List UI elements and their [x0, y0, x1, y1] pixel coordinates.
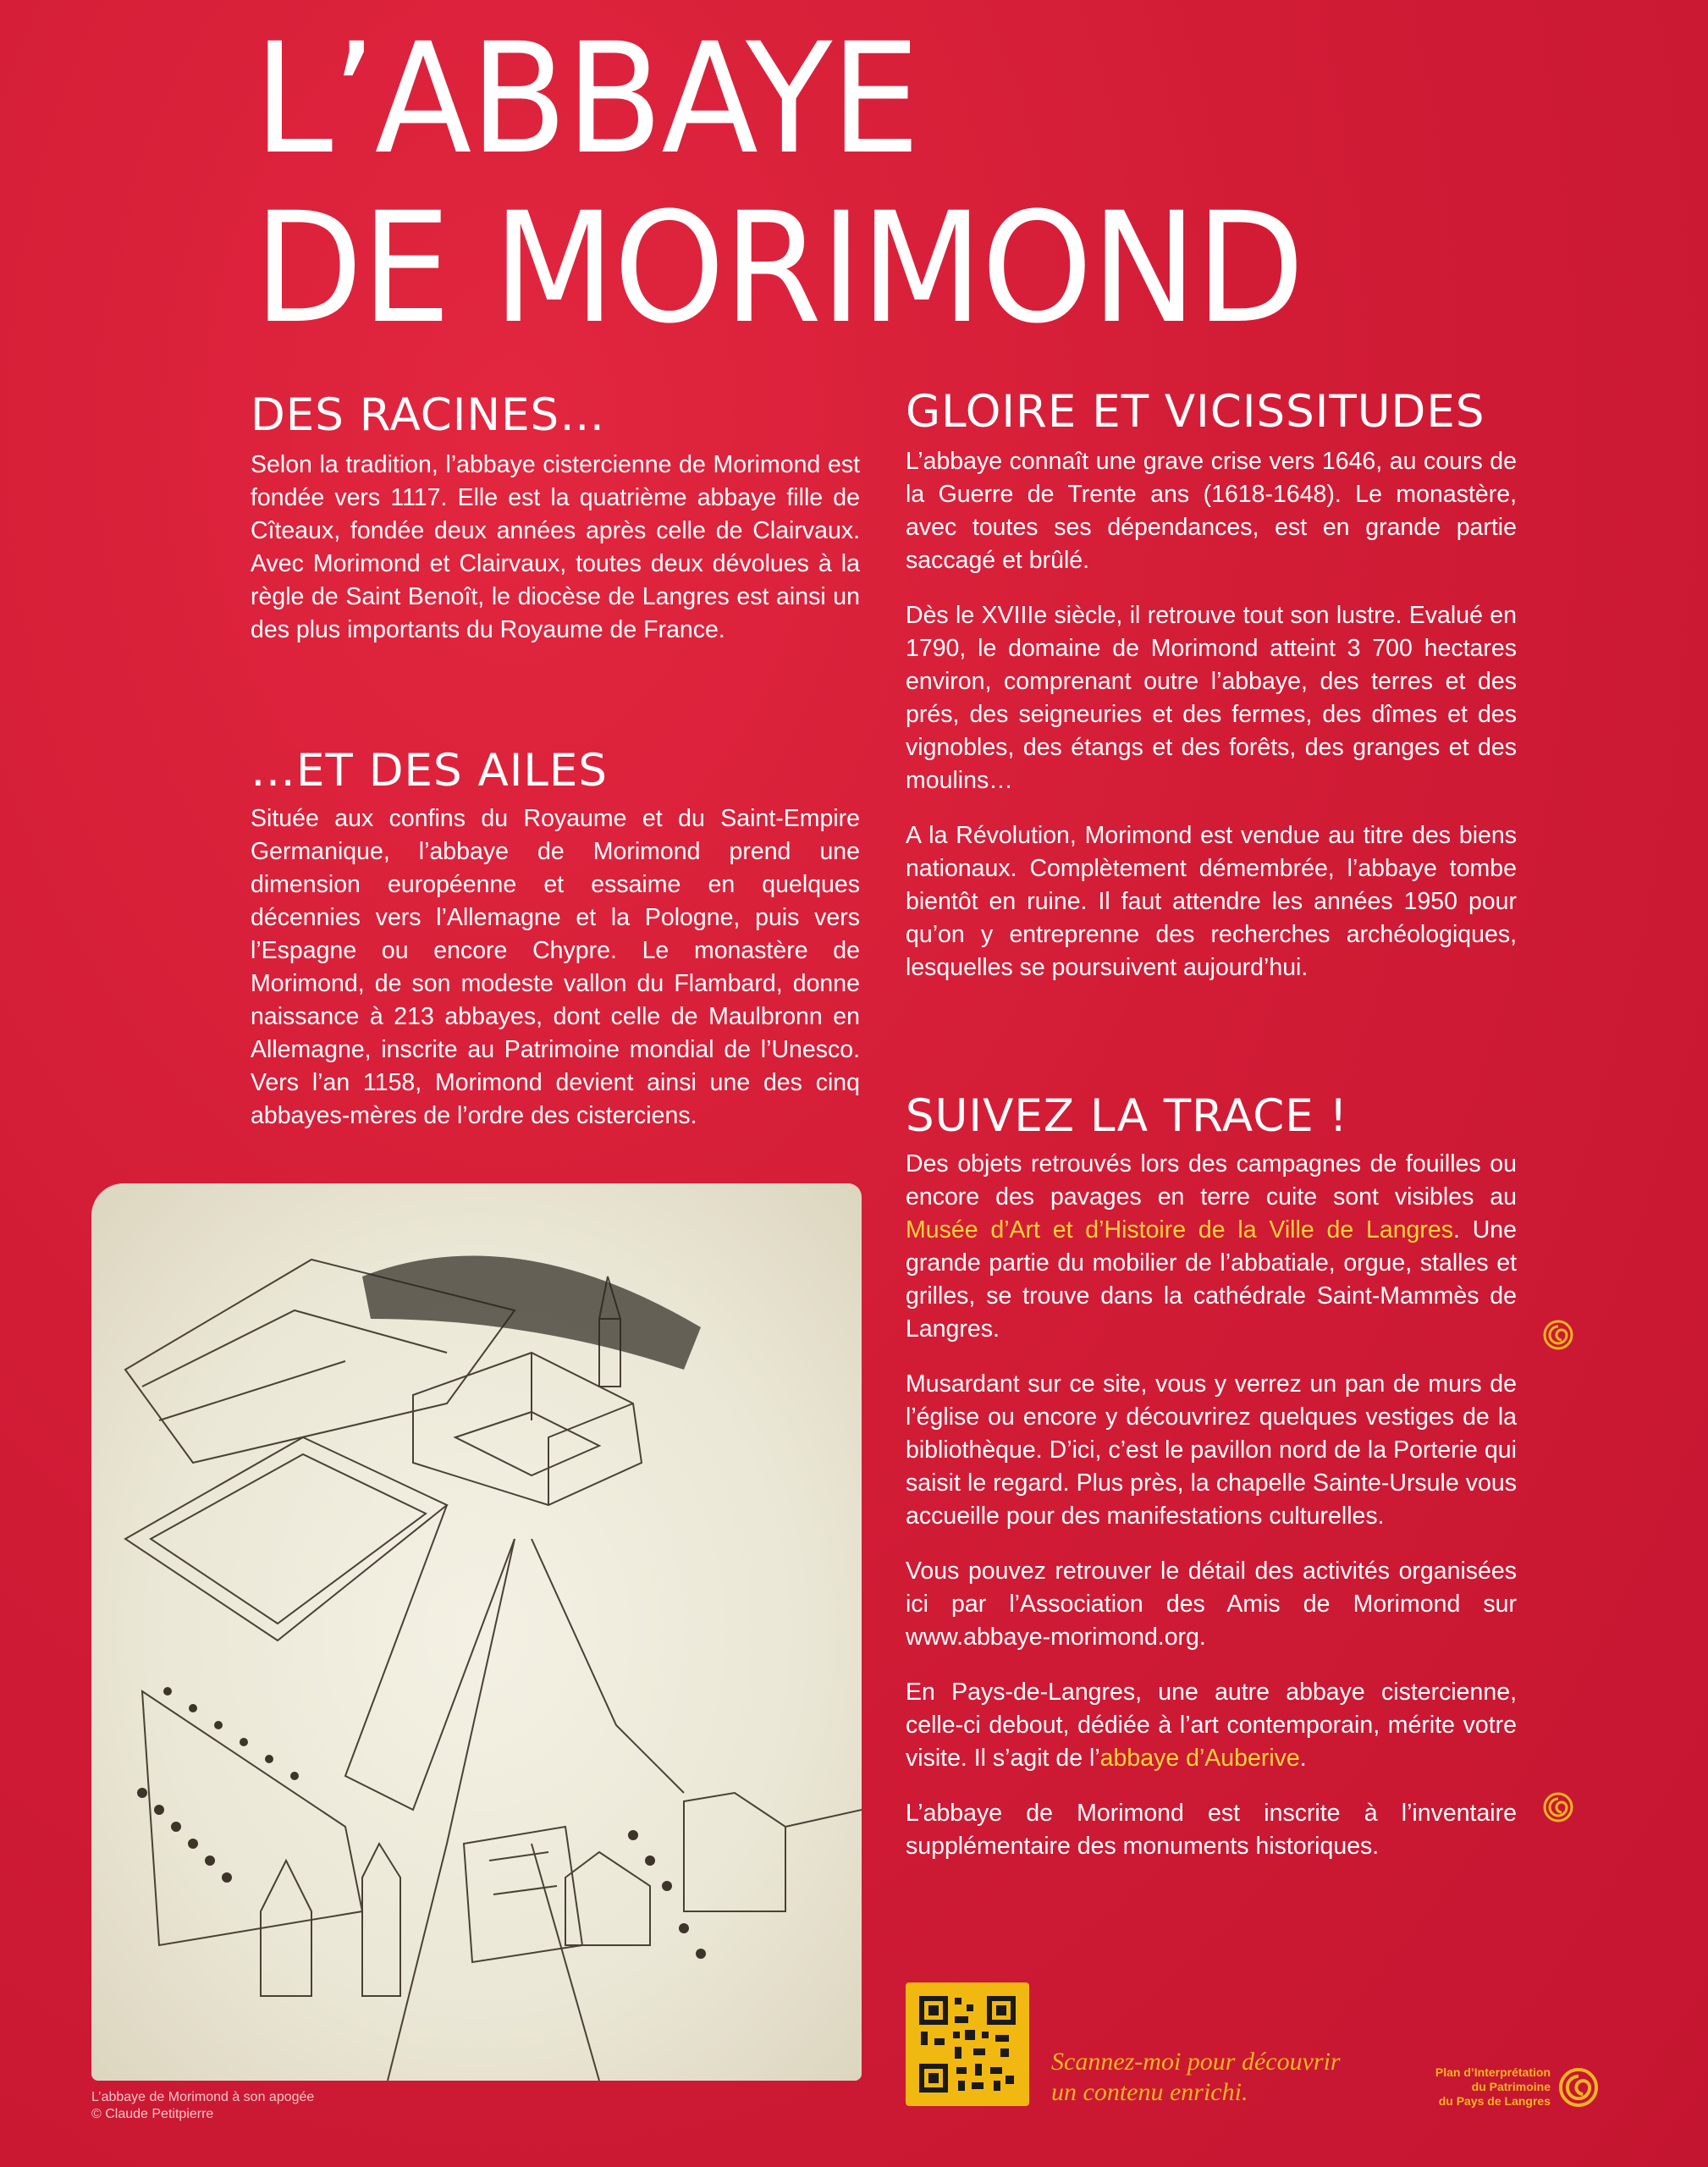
museum-link[interactable]: Musée d’Art et d’Histoire de la Ville de Langres: [906, 1216, 1453, 1243]
heading-racines: DES RACINES…: [251, 389, 606, 441]
text-trace-3: Vous pouvez retrouver le détail des activités organisées ici par l’Association des Amis de Morimond sur www.abbaye-morimond.org.: [906, 1558, 1517, 1651]
brand-line-2: du Patrimoine: [1471, 2080, 1551, 2093]
text-trace-4a: En Pays-de-Langres, une autre abbaye cistercienne, celle-ci debout, dédiée à l’art contemporain, mérite votre visite. Il s’agit de l’: [906, 1679, 1517, 1772]
text-trace-2: Musardant sur ce site, vous y verrez un pan de murs de l’église ou encore y découvrirez quelques vestiges de la bibliothèque. D’ici, c’est le pavillon nord de la Porterie qui saisit le regard. Plus près, la chapelle Sainte-Ursule vous accueille pour des manifestations culturelles.: [906, 1370, 1517, 1530]
title-line-1: L’ABBAYE: [254, 11, 919, 188]
scan-line-2: un contenu enrichi.: [1051, 2078, 1248, 2106]
auberive-link[interactable]: abbaye d’Auberive: [1099, 1745, 1300, 1772]
section-ailes: [251, 745, 860, 1133]
spiral-logo-icon: [1542, 1319, 1574, 1351]
text-gloire-3: A la Révolution, Morimond est vendue au titre des biens nationaux. Complètement démembrée, l’abbaye tombe bientôt en ruine. Il faut attendre les années 1950 pour qu’on y entreprenne des recherches archéologiques, lesquelles se poursuivent aujourd’hui.: [906, 822, 1517, 981]
brand-line-1: Plan d’Interprétation: [1435, 2065, 1551, 2079]
heading-ailes: …ET DES AILES: [251, 745, 609, 797]
section-trace: [906, 1090, 1517, 1863]
image-caption: [91, 2089, 314, 2123]
title-line-2: DE MORIMOND: [254, 180, 1303, 357]
heading-gloire: GLOIRE ET VICISSITUDES: [906, 386, 1485, 438]
abbey-sketch-image: [91, 1183, 862, 2081]
brand-block: [1354, 2065, 1600, 2109]
text-ailes: Située aux confins du Royaume et du Saint-Empire Germanique, l’abbaye de Morimond prend une dimension européenne et essaime en quelques décennies vers l’Allemagne et la Pologne, puis vers l’Espagne ou encore Chypre. Le monastère de Morimond, de son modeste vallon du Flambard, donne naissance à 213 abbayes, dont celle de Maulbronn en Allemagne, inscrite au Patrimoine mondial de l’Unesco. Vers l’an 1158, Morimond devient ainsi une des cinq abbayes-mères de l’ordre des cisterciens.: [251, 805, 860, 1129]
spiral-logo-icon: [1542, 1791, 1574, 1823]
caption-line-2: © Claude Petitpierre: [91, 2107, 214, 2121]
text-trace-1a: Des objets retrouvés lors des campagnes de fouilles ou encore des pavages en terre cuite sont visibles au: [906, 1150, 1517, 1210]
text-trace-5: L’abbaye de Morimond est inscrite à l’inventaire supplémentaire des monuments historiques.: [906, 1800, 1517, 1860]
text-gloire-1: L’abbaye connaît une grave crise vers 1646, au cours de la Guerre de Trente ans (1618-1648). Le monastère, avec toutes ses dépendances, est en grande partie saccagé et brûlé.: [906, 448, 1517, 574]
qr-code-icon[interactable]: [906, 1982, 1029, 2106]
caption-line-1: L’abbaye de Morimond à son apogée: [91, 2090, 315, 2104]
text-gloire-2: Dès le XVIIIe siècle, il retrouve tout son lustre. Evalué en 1790, le domaine de Morimond atteint 3 700 hectares environ, comprenant outre l’abbaye, des terres et des prés, des seigneuries et des fermes, des dîmes et des vignobles, des étangs et des forêts, des granges et des moulins…: [906, 602, 1517, 794]
page-title: [254, 11, 1382, 357]
section-racines: [251, 389, 860, 647]
text-trace-4: [906, 1676, 1517, 1775]
abbey-drawing: [91, 1183, 862, 2081]
heading-trace: SUIVEZ LA TRACE !: [906, 1090, 1348, 1142]
text-racines: Selon la tradition, l’abbaye cistercienne de Morimond est fondée vers 1117. Elle est la quatrième abbaye fille de Cîteaux, fondée deux années après celle de Clairvaux. Avec Morimond et Clairvaux, toutes deux dévolues à la règle de Saint Benoît, le diocèse de Langres est ainsi un des plus importants du Royaume de France.: [251, 451, 860, 643]
text-trace-1: [906, 1148, 1517, 1346]
spiral-logo-icon: [1557, 2066, 1600, 2109]
text-trace-1b: . Une grande partie du mobilier de l’abbatiale, orgue, stalles et grilles, se trouve dans la cathédrale Saint-Mammès de Langres.: [906, 1216, 1517, 1343]
scan-line-1: Scannez-moi pour découvrir: [1051, 2048, 1341, 2076]
text-trace-4b: .: [1299, 1745, 1307, 1772]
section-gloire: [906, 386, 1517, 984]
brand-line-3: du Pays de Langres: [1438, 2094, 1551, 2108]
